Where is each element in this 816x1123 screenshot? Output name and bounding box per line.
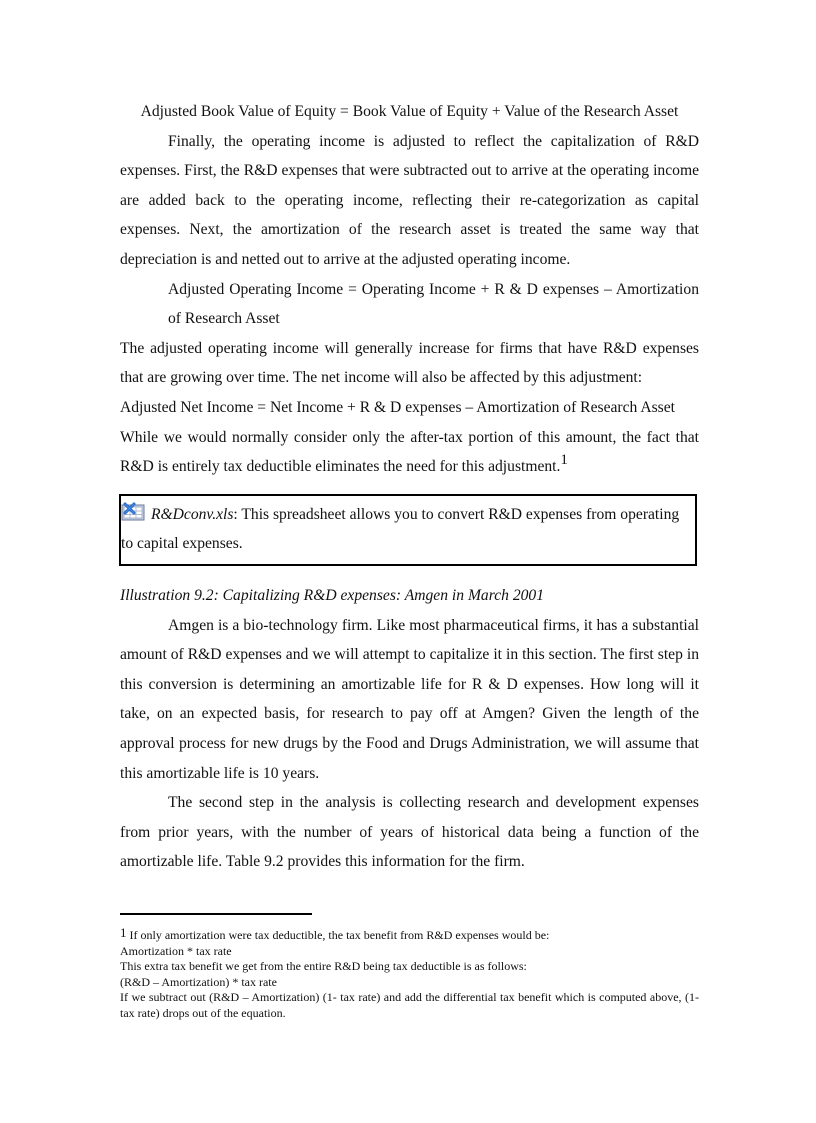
- document-body: [120, 97, 699, 482]
- paragraph-after-tax: [120, 423, 699, 482]
- illustration-section: [120, 581, 699, 877]
- footnote-line-5: If we subtract out (R&D – Amortization) (1- tax rate) and add the differential tax benefit which is computed above, (1- tax rate) drops out of the equation.: [120, 990, 699, 1020]
- illustration-paragraph-2: The second step in the analysis is collecting research and development expenses from prior years, with the number of years of historical data being a function of the amortizable life. Table 9.2 provides this information for the firm.: [120, 794, 699, 871]
- equation-adjusted-operating-income: Adjusted Operating Income = Operating Income + R & D expenses – Amortization of Research Asset: [168, 280, 699, 328]
- footnote-line-4: (R&D – Amortization) * tax rate: [120, 974, 277, 989]
- footnote: [120, 925, 699, 1022]
- paragraph-operating-income: Finally, the operating income is adjusted to reflect the capitalization of R&D expenses. First, the R&D expenses that were subtracted out to arrive at the operating income are added back to the operating income, reflecting their re-categorization as capital expenses. Next, the amortization of the research asset is treated the same way that depreciation is and netted out to arrive at the adjusted operating income.: [120, 132, 699, 268]
- equation-adjusted-book-value: Adjusted Book Value of Equity = Book Value of Equity + Value of the Research Asset: [140, 103, 679, 120]
- footnote-line-2: Amortization * tax rate: [120, 943, 232, 958]
- illustration-title: Illustration 9.2: Capitalizing R&D expenses: Amgen in March 2001: [120, 587, 545, 604]
- footnote-reference[interactable]: 1: [560, 452, 568, 469]
- spreadsheet-file-link[interactable]: R&Dconv.xls: [151, 506, 234, 523]
- spreadsheet-callout-box: [119, 494, 697, 566]
- footnote-line-1: 1 If only amortization were tax deductible, the tax benefit from R&D expenses would be:: [120, 925, 550, 942]
- footnote-number: 1: [120, 925, 127, 940]
- footnote-separator: [120, 913, 312, 915]
- paragraph-adjusted-increase: The adjusted operating income will generally increase for firms that have R&D expenses that are growing over time. The net income will also be affected by this adjustment:: [120, 339, 699, 387]
- footnote-line-3: This extra tax benefit we get from the entire R&D being tax deductible is as follows:: [120, 959, 527, 974]
- equation-adjusted-net-income: Adjusted Net Income = Net Income + R & D expenses – Amortization of Research Asset: [120, 398, 676, 416]
- spreadsheet-description: : This spreadsheet allows you to convert R&D expenses from operating to capital expenses.: [121, 506, 680, 552]
- illustration-paragraph-1: Amgen is a bio-technology firm. Like most pharmaceutical firms, it has a substantial amount of R&D expenses and we will attempt to capitalize it in this section. The first step in this conversion is determining an amortizable life for R & D expenses. How long will it take, on an expected basis, for research to pay off at Amgen? Given the length of the approval process for new drugs by the Food and Drugs Administration, we will assume that this amortizable life is 10 years.: [120, 616, 699, 782]
- spreadsheet-callout-text: [121, 500, 695, 558]
- paragraph-after-tax-text: While we would normally consider only the after-tax portion of this amount, the fact that R&D is entirely tax deductible eliminates the need for this adjustment.: [120, 428, 699, 476]
- spreadsheet-icon: [121, 502, 147, 522]
